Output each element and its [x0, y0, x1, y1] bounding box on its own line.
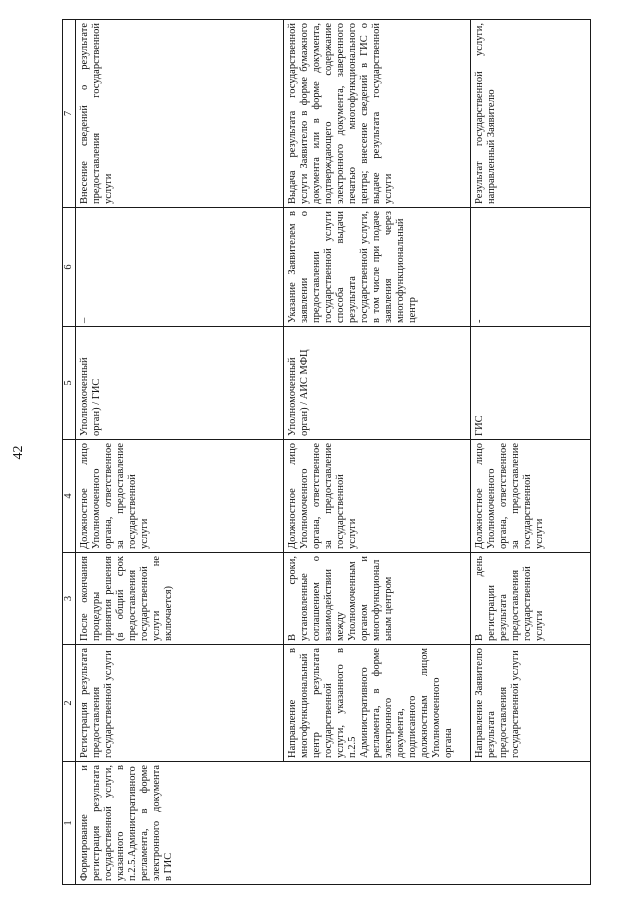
row-2-criteria-cell: Указание Заявителем в заявлении о предоставлении государственной услуги способа выдачи результата государственной услуги, в том числе при подаче заявления через многофункциональный центр [284, 208, 471, 327]
row-1-criteria-cell: – [76, 208, 284, 327]
row-3-action-cell: Направление Заявителю результата предоставления государственной услуги [471, 645, 591, 762]
row-2-deadline-cell: В сроки, установленные соглашением о взаимодействии между Уполномоченным органом и многофункциональным центром [284, 553, 471, 645]
row-1-action-cell: Регистрация результата предоставления государственной услуги [76, 645, 284, 762]
column-number-2: 2 [63, 645, 76, 762]
row-2-action-cell: Направление в многофункциональный центр результата государственной услуги, указанного в п.2.5 Административного регламента, в форме электронного документа, подписанного должностным лицом Уполномоченного органа [284, 645, 471, 762]
row-3-responsible-cell: Должностное лицо Уполномоченного органа, ответственное за предоставление государственной услуги [471, 440, 591, 553]
row-3-criteria-cell: - [471, 208, 591, 327]
table-row [76, 20, 284, 885]
procedure-table [62, 19, 591, 885]
row-3-system-cell: ГИС [471, 327, 591, 440]
column-number-6: 6 [63, 208, 76, 327]
row-3-result-cell: Результат государственной услуги, направленный Заявителю [471, 20, 591, 208]
row-1-result-cell: Внесение сведений о результате предоставления государственной услуги [76, 20, 284, 208]
column-number-row [63, 20, 76, 885]
column-number-7: 7 [63, 20, 76, 208]
row-1-deadline-cell: После окончания процедуры принятия решения (в общий срок предоставления государственной услуги не включается) [76, 553, 284, 645]
row-2-responsible-cell: Должностное лицо Уполномоченного органа, ответственное за предоставление государственной услуги [284, 440, 471, 553]
row-1-responsible-cell: Должностное лицо Уполномоченного органа, ответственное за предоставление государственной услуги [76, 440, 284, 553]
column-number-1: 1 [63, 762, 76, 885]
row-3-deadline-cell: В день регистрации результата предоставления государственной услуги [471, 553, 591, 645]
row-1-system-cell: Уполномоченный орган) / ГИС [76, 327, 284, 440]
page-number: 42 [11, 445, 26, 460]
row-2-system-cell: Уполномоченный орган) / АИС МФЦ [284, 327, 471, 440]
table-row [284, 20, 471, 885]
column-number-5: 5 [63, 327, 76, 440]
table-body [63, 20, 591, 885]
column-number-3: 3 [63, 553, 76, 645]
table-row [471, 20, 591, 885]
row-2-result-cell: Выдача результата государственной услуги Заявителю в форме бумажного документа или в форме документа, подтверждающего содержание электронного документа, заверенного печатью многофункционального центра; внесение сведений в ГИС о выдаче результата государственной услуги [284, 20, 471, 208]
column-number-4: 4 [63, 440, 76, 553]
procedure-name-cell: Формирование и регистрация результата государственной услуги, указанного в п.2.5.Административного регламента, в форме электронного документа в ГИС [76, 762, 591, 885]
